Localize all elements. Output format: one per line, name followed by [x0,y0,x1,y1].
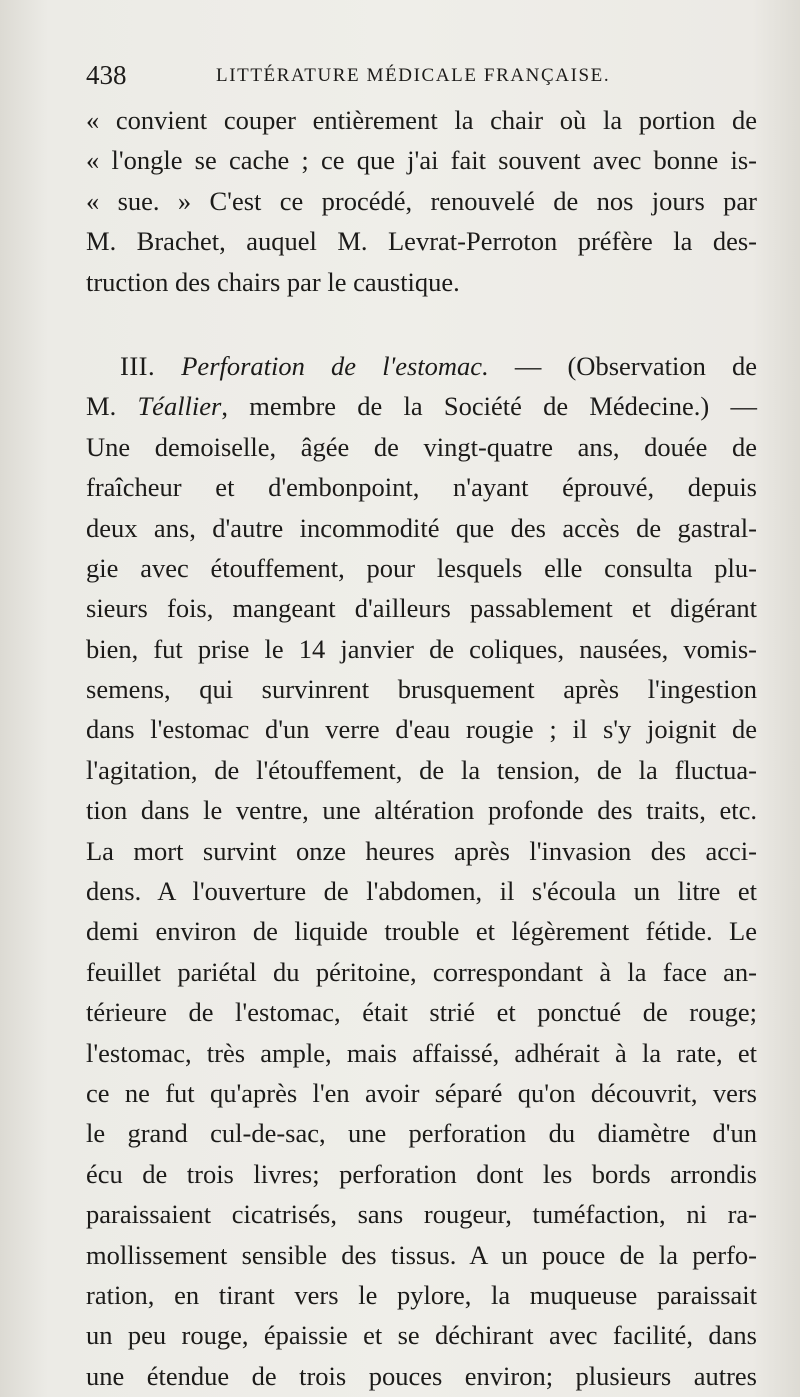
text-line: bien, fut prise le 14 janvier de coliques, nausées, vomis- [86,633,757,664]
section-numeral: III. [120,350,156,381]
section-title: Perforation de l'estomac. [181,350,489,381]
text-line: « convient couper entièrement la chair où la portion de [86,105,757,135]
author-name: Téallier [137,391,222,422]
author-prefix: M. [86,391,117,422]
text-line: « sue. » C'est ce procédé, renouvelé de nos jours par [86,185,757,216]
text-line: La mort survint onze heures après l'invasion des acci- [86,835,757,866]
text-line: feuillet pariétal du péritoine, correspondant à la face an- [86,956,757,987]
text-line: M. Brachet, auquel M. Levrat-Perroton préfère la des- [86,226,757,257]
text-line: l'agitation, de l'étouffement, de la tension, de la fluctua- [86,754,757,785]
text-line: ration, en tirant vers le pylore, la muqueuse paraissait [86,1279,757,1310]
author-suffix: , membre de la Société de Médecine.) — [221,391,757,422]
section-dash: — [514,350,542,381]
page-number: 438 [86,60,127,90]
text-line: Une demoiselle, âgée de vingt-quatre ans, douée de [86,431,757,462]
text-line: deux ans, d'autre incommodité que des accès de gastral- [86,512,757,543]
text-line: ce ne fut qu'après l'en avoir séparé qu'on découvrit, vers [86,1077,757,1108]
text-line: sieurs fois, mangeant d'ailleurs passablement et digérant [86,593,757,624]
text-line: paraissaient cicatrisés, sans rougeur, tuméfaction, ni ra- [86,1199,757,1230]
text-line: truction des chairs par le caustique. [86,266,460,297]
text-line: un peu rouge, épaissie et se déchirant avec facilité, dans [86,1320,757,1351]
text-line: le grand cul-de-sac, une perforation du diamètre d'un [86,1118,757,1149]
text-line: une étendue de trois pouces environ; plusieurs autres [86,1360,757,1391]
text-line: demi environ de liquide trouble et légèrement fétide. Le [86,916,757,947]
text-line: dans l'estomac d'un verre d'eau rougie ; il s'y joignit de [86,714,757,745]
text-line: fraîcheur et d'embonpoint, n'ayant éprouvé, depuis [86,472,757,503]
running-title: LITTÉRATURE MÉDICALE FRANÇAISE. [216,65,611,86]
text-line: mollissement sensible des tissus. A un pouce de la perfo- [86,1239,757,1270]
author-line [86,386,757,426]
text-line: tion dans le ventre, une altération profonde des traits, etc. [86,795,757,826]
text-line: l'estomac, très ample, mais affaissé, adhérait à la rate, et [86,1037,757,1068]
body-text [86,100,757,1396]
text-line: « l'ongle se cache ; ce que j'ai fait souvent avec bonne is- [86,145,757,176]
text-line: écu de trois livres; perforation dont les bords arrondis [86,1158,757,1189]
running-head [86,60,786,96]
paragraph-gap [86,302,757,346]
text-line: semens, qui survinrent brusquement après l'ingestion [86,674,757,705]
observation-open: (Observation de [567,350,757,381]
section-heading-line [86,346,757,386]
text-line: dens. A l'ouverture de l'abdomen, il s'écoula un litre et [86,876,757,907]
text-line: gie avec étouffement, pour lesquels elle consulta plu- [86,552,757,583]
text-line: térieure de l'estomac, était strié et ponctué de rouge; [86,997,757,1028]
